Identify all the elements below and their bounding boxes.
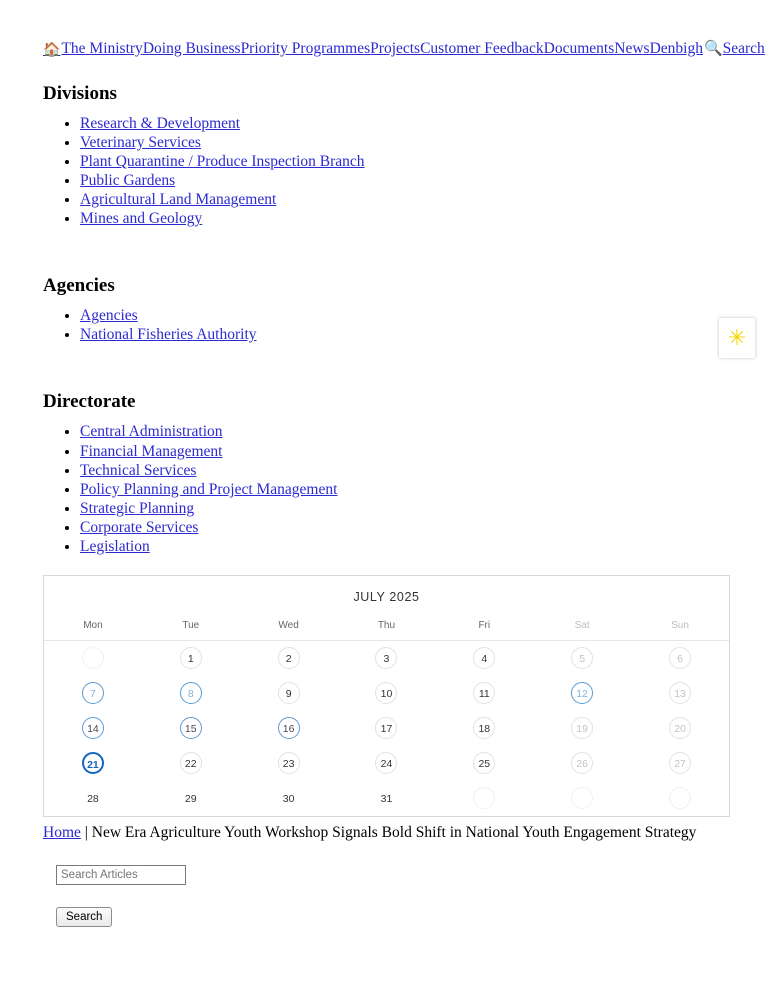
calendar-day-label: 13 xyxy=(669,682,691,704)
agencies-heading: Agencies xyxy=(43,275,115,297)
spacer xyxy=(0,345,773,367)
calendar-day-label: 12 xyxy=(571,682,593,704)
calendar-day-label xyxy=(82,647,104,669)
list-item[interactable] xyxy=(80,500,773,519)
calendar-day-label: 18 xyxy=(473,717,495,739)
directorate-list xyxy=(43,423,773,557)
calendar-body xyxy=(44,640,729,816)
calendar-day-cell[interactable] xyxy=(338,781,436,816)
search-button[interactable]: Search xyxy=(56,907,112,927)
calendar-week-row xyxy=(44,676,729,711)
calendar-day-label: 20 xyxy=(669,717,691,739)
calendar-day-label: 26 xyxy=(571,752,593,774)
list-item[interactable] xyxy=(80,519,773,538)
calendar-day-label: 16 xyxy=(278,717,300,739)
calendar-table xyxy=(44,616,729,816)
directorate-link-technical-services[interactable]: Technical Services xyxy=(80,461,197,479)
calendar-week-row xyxy=(44,711,729,746)
sparkle-icon: ✳ xyxy=(727,325,747,350)
calendar-day-cell[interactable] xyxy=(240,746,338,781)
calendar-day-cell[interactable] xyxy=(435,746,533,781)
calendar-weekday-wed: Wed xyxy=(240,616,338,641)
list-item[interactable] xyxy=(80,134,773,153)
calendar-day-cell[interactable] xyxy=(240,676,338,711)
calendar-day-cell[interactable] xyxy=(533,746,631,781)
search-icon[interactable]: 🔍 xyxy=(703,41,723,57)
divisions-link-agricultural-land-management[interactable]: Agricultural Land Management xyxy=(80,191,277,209)
calendar-day-label: 9 xyxy=(278,682,300,704)
nav-item-news[interactable]: News xyxy=(614,40,650,57)
calendar-day-cell[interactable] xyxy=(533,676,631,711)
agencies-link-national-fisheries-authority[interactable]: National Fisheries Authority xyxy=(80,326,257,344)
calendar-day-label: 22 xyxy=(180,752,202,774)
calendar-day-cell[interactable] xyxy=(435,711,533,746)
divisions-list xyxy=(43,115,773,229)
calendar-weekday-thu: Thu xyxy=(338,616,436,641)
directorate-link-legislation[interactable]: Legislation xyxy=(80,537,150,555)
divisions-link-research-development[interactable]: Research & Development xyxy=(80,114,241,132)
home-icon[interactable]: 🏠 xyxy=(43,43,61,58)
search-input[interactable] xyxy=(56,865,186,885)
calendar-day-label: 5 xyxy=(571,647,593,669)
calendar-day-label: 30 xyxy=(282,793,295,806)
list-item[interactable] xyxy=(80,443,773,462)
calendar-day-label: 2 xyxy=(278,647,300,669)
calendar-week-row xyxy=(44,640,729,676)
calendar-day-label xyxy=(669,787,691,809)
nav-item-documents[interactable]: Documents xyxy=(543,40,615,57)
divisions-link-veterinary-services[interactable]: Veterinary Services xyxy=(80,133,201,151)
calendar-day-cell[interactable] xyxy=(142,676,240,711)
article-search-form xyxy=(56,865,773,927)
calendar-weekday-row xyxy=(44,616,729,641)
calendar-day-label: 1 xyxy=(180,647,202,669)
main-navigation xyxy=(0,0,773,59)
calendar-weekday-mon: Mon xyxy=(44,616,142,641)
calendar-day-label: 28 xyxy=(87,793,99,806)
list-item[interactable] xyxy=(80,481,773,500)
list-item[interactable] xyxy=(80,538,773,557)
nav-item-priority-programmes[interactable]: Priority Programmes xyxy=(240,40,371,57)
calendar-day-cell[interactable] xyxy=(435,676,533,711)
calendar-weekday-sat: Sat xyxy=(533,616,631,641)
calendar-day-label: 4 xyxy=(473,647,495,669)
directorate-link-central-administration[interactable]: Central Administration xyxy=(80,423,223,441)
calendar-day-cell[interactable] xyxy=(142,711,240,746)
breadcrumb xyxy=(43,823,773,843)
agencies-link-agencies[interactable]: Agencies xyxy=(80,307,138,325)
spacer xyxy=(0,229,773,251)
calendar-title: JULY 2025 xyxy=(353,589,420,604)
calendar-day-cell[interactable] xyxy=(533,640,631,676)
list-item[interactable] xyxy=(80,462,773,481)
directorate-link-strategic-planning[interactable]: Strategic Planning xyxy=(80,499,195,517)
divisions-heading: Divisions xyxy=(43,82,117,104)
calendar-day-cell xyxy=(631,781,729,816)
calendar-day-cell[interactable] xyxy=(142,781,240,816)
calendar-day-cell xyxy=(533,781,631,816)
nav-item-denbigh[interactable]: Denbigh xyxy=(649,40,703,57)
calendar-weekday-tue: Tue xyxy=(142,616,240,641)
nav-item-projects[interactable]: Projects xyxy=(370,40,421,57)
calendar-day-cell[interactable] xyxy=(142,640,240,676)
list-item[interactable] xyxy=(80,307,773,326)
breadcrumb-current-page: New Era Agriculture Youth Workshop Signals Bold Shift in National Youth Engagement Strategy xyxy=(91,823,697,841)
calendar-day-label xyxy=(571,787,593,809)
calendar-day-label: 27 xyxy=(669,752,691,774)
calendar-day-cell[interactable] xyxy=(44,746,142,781)
calendar-day-cell[interactable] xyxy=(631,640,729,676)
calendar-day-label: 29 xyxy=(184,793,197,806)
calendar-day-cell[interactable] xyxy=(240,781,338,816)
list-item[interactable] xyxy=(80,115,773,134)
directorate-link-financial-management[interactable]: Financial Management xyxy=(80,442,223,460)
calendar-day-label: 3 xyxy=(375,647,397,669)
calendar-day-label: 24 xyxy=(375,752,397,774)
nav-item-customer-feedback[interactable]: Customer Feedback xyxy=(420,40,544,57)
calendar-day-cell xyxy=(435,781,533,816)
list-item[interactable] xyxy=(80,153,773,172)
calendar-day-cell[interactable] xyxy=(142,746,240,781)
calendar-day-cell[interactable] xyxy=(44,711,142,746)
calendar-day-cell[interactable] xyxy=(338,640,436,676)
calendar-weekday-fri: Fri xyxy=(435,616,533,641)
calendar-day-cell[interactable] xyxy=(240,640,338,676)
calendar-day-label: 8 xyxy=(180,682,202,704)
calendar-week-row xyxy=(44,746,729,781)
floating-sticker[interactable] xyxy=(719,318,755,358)
calendar-day-cell[interactable] xyxy=(631,676,729,711)
calendar-day-cell[interactable] xyxy=(533,711,631,746)
calendar-day-cell[interactable] xyxy=(435,640,533,676)
calendar-day-label xyxy=(473,787,495,809)
directorate-heading: Directorate xyxy=(43,391,136,413)
calendar-day-cell[interactable] xyxy=(44,676,142,711)
nav-item-doing-business[interactable]: Doing Business xyxy=(142,40,241,57)
nav-item-the-ministry[interactable]: The Ministry xyxy=(61,40,143,57)
nav-search-label[interactable]: Search xyxy=(722,40,765,57)
calendar-day-label: 15 xyxy=(180,717,202,739)
divisions-link-plant-quarantine[interactable]: Plant Quarantine / Produce Inspection Branch xyxy=(80,152,365,170)
calendar-day-cell[interactable] xyxy=(631,746,729,781)
calendar-day-label: 25 xyxy=(473,752,495,774)
calendar-day-label: 10 xyxy=(375,682,397,704)
calendar-week-row xyxy=(44,781,729,816)
list-item[interactable] xyxy=(80,172,773,191)
agencies-list xyxy=(43,307,773,345)
calendar-day-cell[interactable] xyxy=(631,711,729,746)
calendar-weekday-sun: Sun xyxy=(631,616,729,641)
calendar-day-label: 11 xyxy=(473,682,495,704)
calendar-day-cell[interactable] xyxy=(338,746,436,781)
calendar-day-label: 21 xyxy=(82,752,104,774)
calendar-day-label: 7 xyxy=(82,682,104,704)
divisions-link-mines-and-geology[interactable]: Mines and Geology xyxy=(80,210,203,228)
calendar-widget xyxy=(43,575,730,817)
calendar-day-label: 23 xyxy=(278,752,300,774)
calendar-day-cell[interactable] xyxy=(240,711,338,746)
calendar-day-cell xyxy=(44,640,142,676)
breadcrumb-separator: | xyxy=(84,823,88,841)
nav-search[interactable] xyxy=(703,40,765,57)
calendar-day-cell[interactable] xyxy=(44,781,142,816)
divisions-link-public-gardens[interactable]: Public Gardens xyxy=(80,172,176,190)
list-item[interactable] xyxy=(80,210,773,229)
directorate-link-corporate-services[interactable]: Corporate Services xyxy=(80,518,199,536)
breadcrumb-home-link[interactable]: Home xyxy=(43,823,81,841)
calendar-day-cell[interactable] xyxy=(338,676,436,711)
calendar-day-label: 6 xyxy=(669,647,691,669)
list-item[interactable] xyxy=(80,326,773,345)
list-item[interactable] xyxy=(80,423,773,442)
directorate-link-policy-planning[interactable]: Policy Planning and Project Management xyxy=(80,480,338,498)
calendar-day-label: 14 xyxy=(82,717,104,739)
calendar-day-label: 19 xyxy=(571,717,593,739)
calendar-day-label: 31 xyxy=(380,793,393,806)
list-item[interactable] xyxy=(80,191,773,210)
calendar-day-label: 17 xyxy=(375,717,397,739)
calendar-day-cell[interactable] xyxy=(338,711,436,746)
